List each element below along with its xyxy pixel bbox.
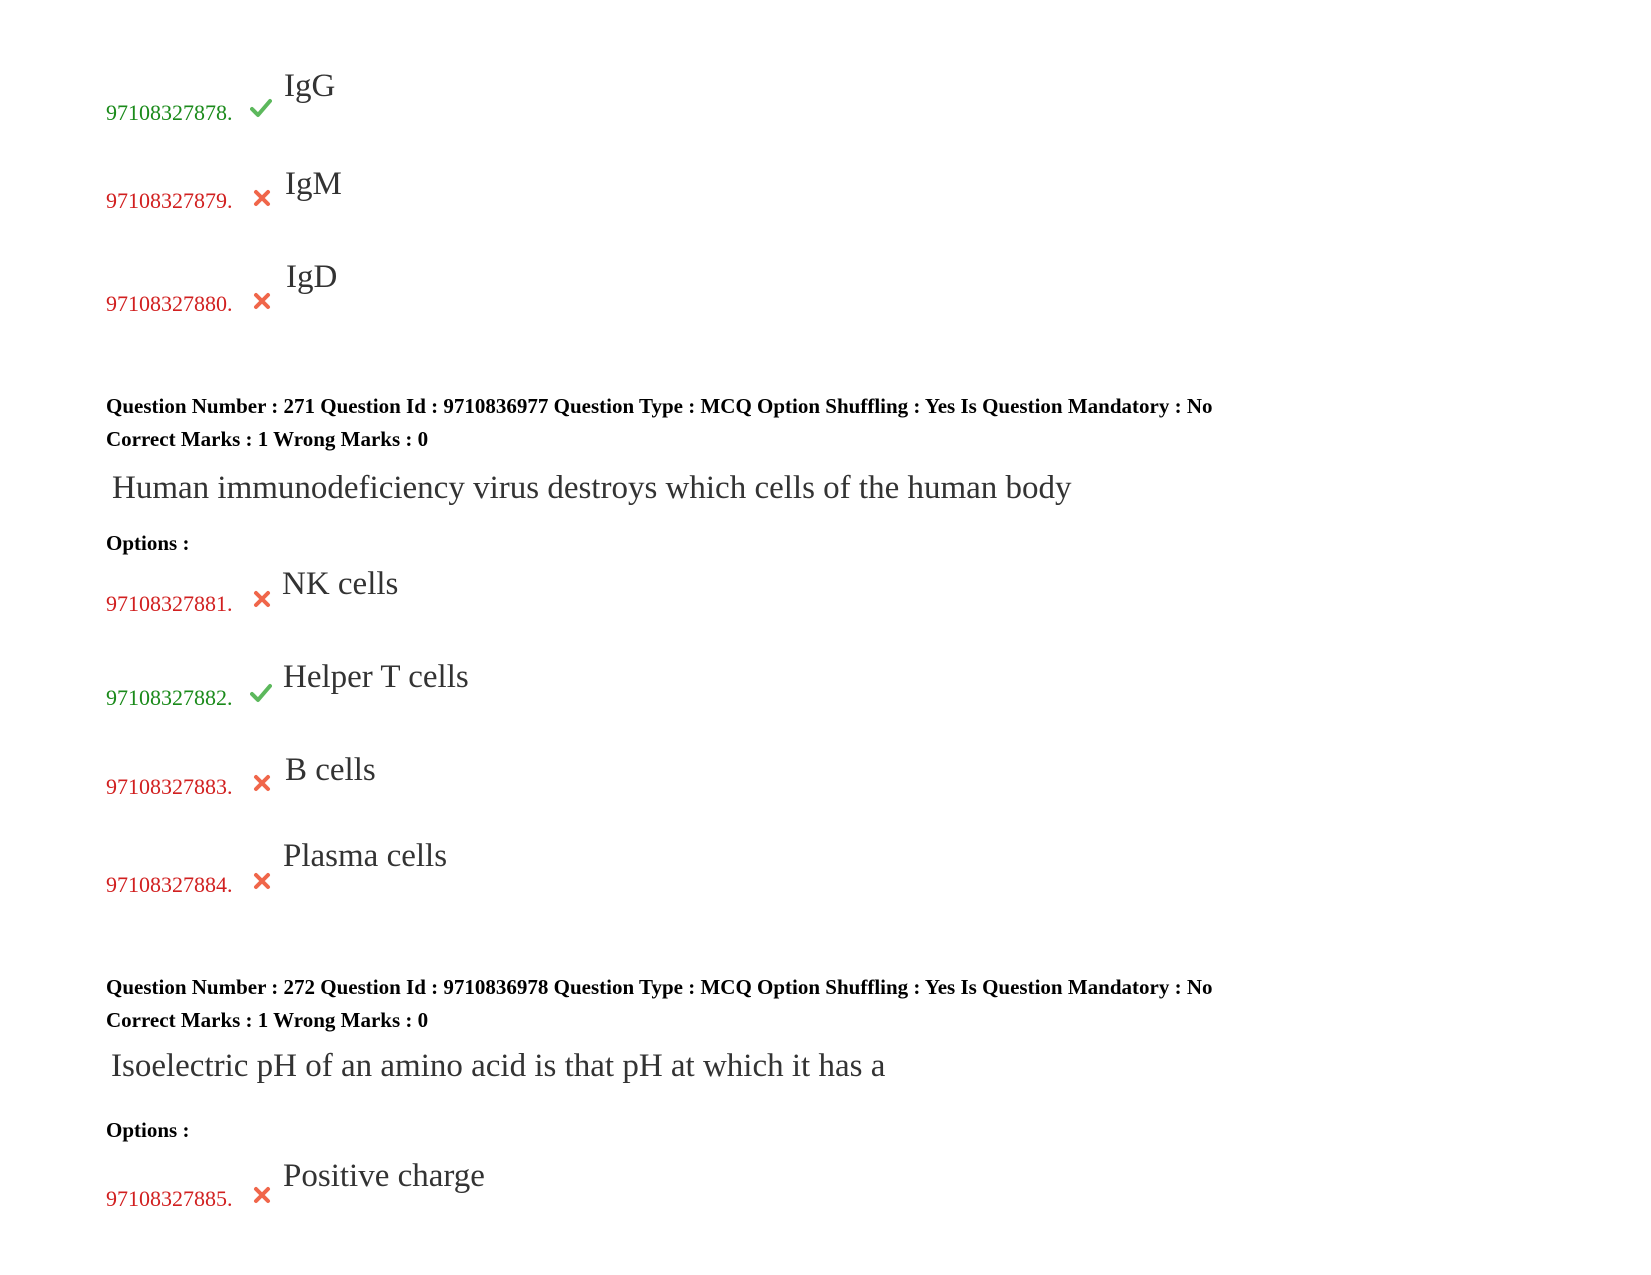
option-id: 97108327883. — [106, 774, 233, 799]
option-id: 97108327878. — [106, 100, 233, 125]
option-id: 97108327885. — [106, 1186, 233, 1211]
option-text: IgM — [285, 166, 342, 202]
option-id: 97108327880. — [106, 291, 233, 316]
question-marks: Correct Marks : 1 Wrong Marks : 0 — [106, 427, 429, 451]
option-id: 97108327882. — [106, 685, 233, 710]
option-text: IgD — [286, 259, 338, 295]
options-label: Options : — [106, 531, 190, 555]
question-text: Human immunodeficiency virus destroys which cells of the human body — [112, 470, 1072, 506]
option-id: 97108327879. — [106, 188, 233, 213]
cross-icon — [252, 188, 274, 210]
option-id: 97108327881. — [106, 591, 233, 616]
question-meta: Question Number : 272 Question Id : 9710836978 Question Type : MCQ Option Shuffling : Yes Is Question Mandatory : No — [106, 975, 1213, 999]
option-text: IgG — [284, 68, 336, 104]
question-meta: Question Number : 271 Question Id : 9710836977 Question Type : MCQ Option Shuffling : Yes Is Question Mandatory : No — [106, 394, 1213, 418]
question-marks: Correct Marks : 1 Wrong Marks : 0 — [106, 1008, 429, 1032]
option-text: B cells — [285, 752, 376, 788]
cross-icon — [252, 871, 274, 893]
cross-icon — [252, 773, 274, 795]
option-text: Positive charge — [283, 1158, 485, 1194]
check-icon — [250, 682, 272, 704]
cross-icon — [252, 589, 274, 611]
option-text: NK cells — [282, 566, 399, 602]
option-text: Plasma cells — [283, 838, 448, 874]
question-text: Isoelectric pH of an amino acid is that pH at which it has a — [111, 1048, 886, 1084]
cross-icon — [252, 291, 274, 313]
option-id: 97108327884. — [106, 872, 233, 897]
options-label: Options : — [106, 1118, 190, 1142]
option-text: Helper T cells — [283, 659, 469, 695]
cross-icon — [252, 1185, 274, 1207]
check-icon — [250, 97, 272, 119]
